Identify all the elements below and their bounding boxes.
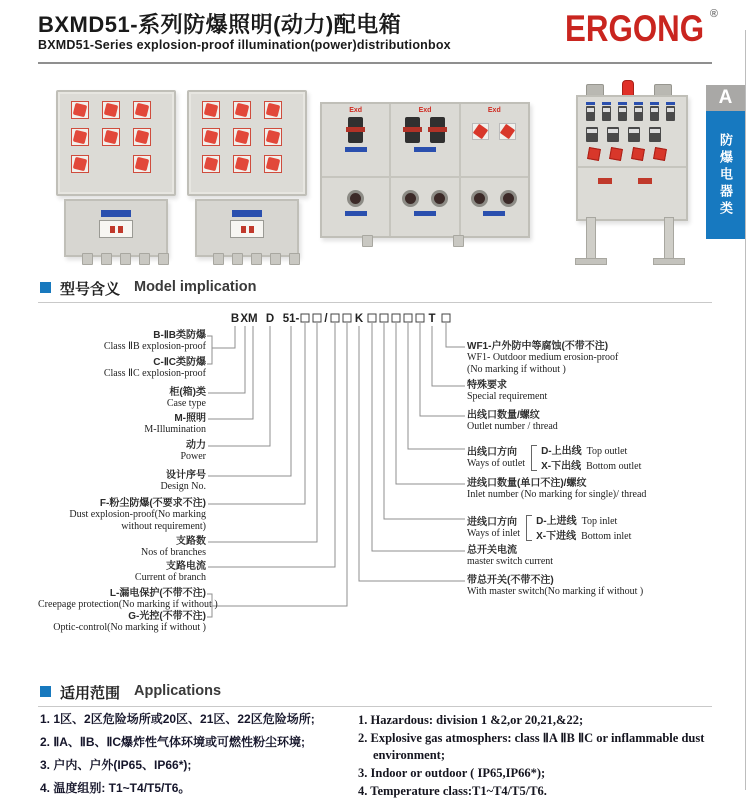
push-button-icon — [347, 190, 364, 207]
section-title-zh: 适用范围 — [60, 685, 121, 702]
diagram-label-class-iic: C-ⅡC类防爆 Class ⅡC explosion-proof — [103, 357, 206, 379]
nameplate — [345, 211, 367, 216]
diagram-label-creepage: L-漏电保护(不带不注) Creepage protection(No marking if without ) — [38, 588, 218, 610]
product-photo-wall-box-right — [187, 90, 307, 257]
push-button-icon — [402, 190, 419, 207]
rotary-switch-icon — [133, 128, 151, 146]
section-title-zh: 型号含义 — [60, 281, 121, 298]
rotary-switch-icon — [102, 128, 120, 146]
product-photo-floor-cabinet — [558, 80, 708, 272]
list-item: 4. Temperature class:T1~T4/T5/T6. — [358, 784, 547, 798]
rotary-switch-icon — [133, 155, 151, 173]
code-seg-slash: / — [324, 313, 328, 325]
rotary-switch-icon — [587, 147, 601, 161]
code-seg-b: B — [230, 313, 240, 325]
mini-breaker-icon — [586, 127, 598, 142]
list-item: 2. Explosive gas atmosphers: class ⅡA ⅡB ⅡC or inflammable dust environment; — [358, 731, 705, 762]
bracket-icon — [526, 515, 532, 541]
terminal-box — [64, 199, 168, 257]
mini-breaker-icon — [586, 106, 595, 121]
rotary-switch-icon — [202, 101, 220, 119]
diagram-label-design-no: 设计序号 Design No. — [160, 470, 206, 492]
nameplate — [345, 147, 367, 152]
panel-cell — [322, 178, 391, 236]
diagram-label-illumination: M-照明 M-Illumination — [144, 413, 206, 435]
exd-badge: Exd — [349, 107, 363, 114]
bracket-icon — [531, 445, 537, 471]
panel-cell — [322, 104, 391, 176]
terminal-box — [195, 199, 299, 257]
cabinet-leg — [586, 217, 596, 261]
section-title-en: Applications — [134, 683, 222, 699]
switch-panel — [187, 90, 307, 196]
push-button-icon — [431, 190, 448, 207]
rotary-switch-icon — [102, 101, 120, 119]
cabinet-foot — [653, 258, 685, 265]
nameplate — [414, 147, 436, 152]
panel-cell — [461, 104, 528, 176]
diagram-label-branch-current: 支路电流 Current of branch — [134, 561, 206, 583]
breaker-switch-icon — [430, 117, 445, 143]
code-box — [343, 314, 351, 322]
rotary-switch-icon — [71, 128, 89, 146]
nameplate — [414, 211, 436, 216]
breaker-switch-icon — [405, 117, 420, 143]
list-item: 3. Indoor or outdoor ( IP65,IP66*); — [358, 766, 546, 780]
code-box — [331, 314, 339, 322]
code-seg-k: K — [354, 313, 364, 325]
rotary-switch-icon — [71, 155, 89, 173]
diagram-label-dust-proof: F-粉尘防爆(不要求不注) Dust explosion-proof(No marking without requirement) — [69, 498, 206, 532]
list-item: 2. ⅡA、ⅡB、ⅡC爆炸性气体环境或可燃性粉尘环境; — [40, 735, 306, 749]
section-index-tab: A — [706, 85, 745, 111]
meter-window — [99, 220, 133, 238]
rotary-switch-icon — [472, 123, 489, 140]
panel-cell — [391, 104, 460, 176]
diagram-label-wf1: WF1-户外防中等腐蚀(不带不注) WF1- Outdoor medium erosion-proof (No marking if without ) — [467, 341, 619, 375]
code-box — [368, 314, 376, 322]
diagram-label-ways-of-inlet: 进线口方向 Ways of inlet D-上进线 Top inlet X-下进线 Bottom inlet — [467, 516, 632, 542]
code-box — [442, 314, 450, 322]
product-photos — [38, 80, 712, 276]
section-header-applications — [38, 682, 712, 708]
section-bullet-icon — [40, 686, 51, 697]
list-item: 3. 户内、户外(IP65、IP66*); — [40, 758, 192, 772]
section-title-en: Model implication — [134, 279, 257, 295]
product-photo-wide-box — [320, 102, 530, 238]
nameplate — [483, 211, 505, 216]
code-box — [380, 314, 388, 322]
code-box — [404, 314, 412, 322]
rotary-switch-icon — [233, 101, 251, 119]
applications-list-en — [358, 712, 730, 798]
diagram-label-ways-of-outlet: 出线口方向 Ways of outlet D-上出线 Top outlet X-下出线 Bottom outlet — [467, 446, 642, 472]
section-bullet-icon — [40, 282, 51, 293]
diagram-label-outlet-number: 出线口数量/螺纹 Outlet number / thread — [467, 410, 558, 432]
rotary-switch-icon — [264, 128, 282, 146]
diagram-label-optic-control: G-光控(不带不注) Optic-control(No marking if without ) — [53, 611, 206, 633]
page-subtitle: BXMD51-Series explosion-proof illumination(power)distributionbox — [38, 38, 451, 52]
breaker-switch-icon — [348, 117, 363, 143]
rotary-switch-icon — [202, 128, 220, 146]
code-seg-d: D — [265, 313, 275, 325]
section-header-model — [38, 278, 712, 304]
list-item: 1. 1区、2区危险场所或20区、21区、22区危险场所; — [40, 712, 315, 726]
code-box — [416, 314, 424, 322]
code-seg-xm: XM — [240, 313, 258, 325]
diagram-label-power: 动力 Power — [180, 440, 206, 462]
switch-panel — [56, 90, 176, 196]
panel-cell — [391, 178, 460, 236]
exd-badge: Exd — [418, 107, 432, 114]
cabinet-foot — [575, 258, 607, 265]
brand-logo-text: ERGONG — [564, 8, 704, 50]
panel-cell — [461, 178, 528, 236]
header-divider — [38, 62, 712, 64]
nameplate — [101, 210, 131, 217]
rotary-switch-icon — [264, 101, 282, 119]
model-code-diagram — [38, 310, 712, 648]
section-divider — [38, 302, 712, 303]
page-edge-line — [745, 30, 746, 790]
diagram-label-special: 特殊要求 Special requirement — [467, 380, 548, 402]
label-plate — [598, 178, 612, 184]
rotary-switch-icon — [71, 101, 89, 119]
exd-badge: Exd — [487, 107, 501, 114]
rotary-switch-icon — [499, 123, 516, 140]
code-seg-t: T — [428, 313, 436, 325]
rotary-switch-icon — [264, 155, 282, 173]
push-button-icon — [471, 190, 488, 207]
rotary-switch-icon — [233, 155, 251, 173]
label-plate — [638, 178, 652, 184]
list-item: 1. Hazardous: division 1 &2,or 20,21,&22; — [358, 713, 584, 727]
applications-list-zh — [40, 712, 352, 798]
diagram-label-inlet-number: 进线口数量(单口不注)/螺纹 Inlet number (No marking for single)/ thread — [467, 478, 647, 500]
page-title: BXMD51-系列防爆照明(动力)配电箱 — [38, 12, 402, 37]
code-box — [392, 314, 400, 322]
diagram-label-master-switch: 带总开关(不带不注) With master switch(No marking if without ) — [467, 575, 644, 597]
registered-mark-icon: ® — [709, 8, 718, 20]
rotary-switch-icon — [202, 155, 220, 173]
cabinet-leg — [664, 217, 674, 261]
nameplate — [232, 210, 262, 217]
list-item: 4. 温度组别: T1~T4/T5/T6。 — [40, 781, 191, 795]
category-tab-label: 防爆电器类 — [718, 132, 733, 218]
section-divider — [38, 706, 712, 707]
diagram-label-master-current: 总开关电流 master switch current — [467, 545, 554, 567]
code-box — [301, 314, 309, 322]
meter-window — [230, 220, 264, 238]
code-seg-51: 51- — [282, 313, 300, 325]
brand-logo — [558, 10, 718, 49]
code-box — [313, 314, 321, 322]
diagram-label-class-iib: B-ⅡB类防爆 Class ⅡB explosion-proof — [103, 330, 206, 352]
product-photo-wall-box-left — [56, 90, 176, 257]
cabinet-body — [576, 95, 688, 221]
diagram-label-case-type: 柜(箱)类 Case type — [166, 387, 206, 409]
rotary-switch-icon — [233, 128, 251, 146]
push-button-icon — [500, 190, 517, 207]
rotary-switch-icon — [133, 101, 151, 119]
diagram-label-branches: 支路数 Nos of branches — [141, 536, 206, 558]
